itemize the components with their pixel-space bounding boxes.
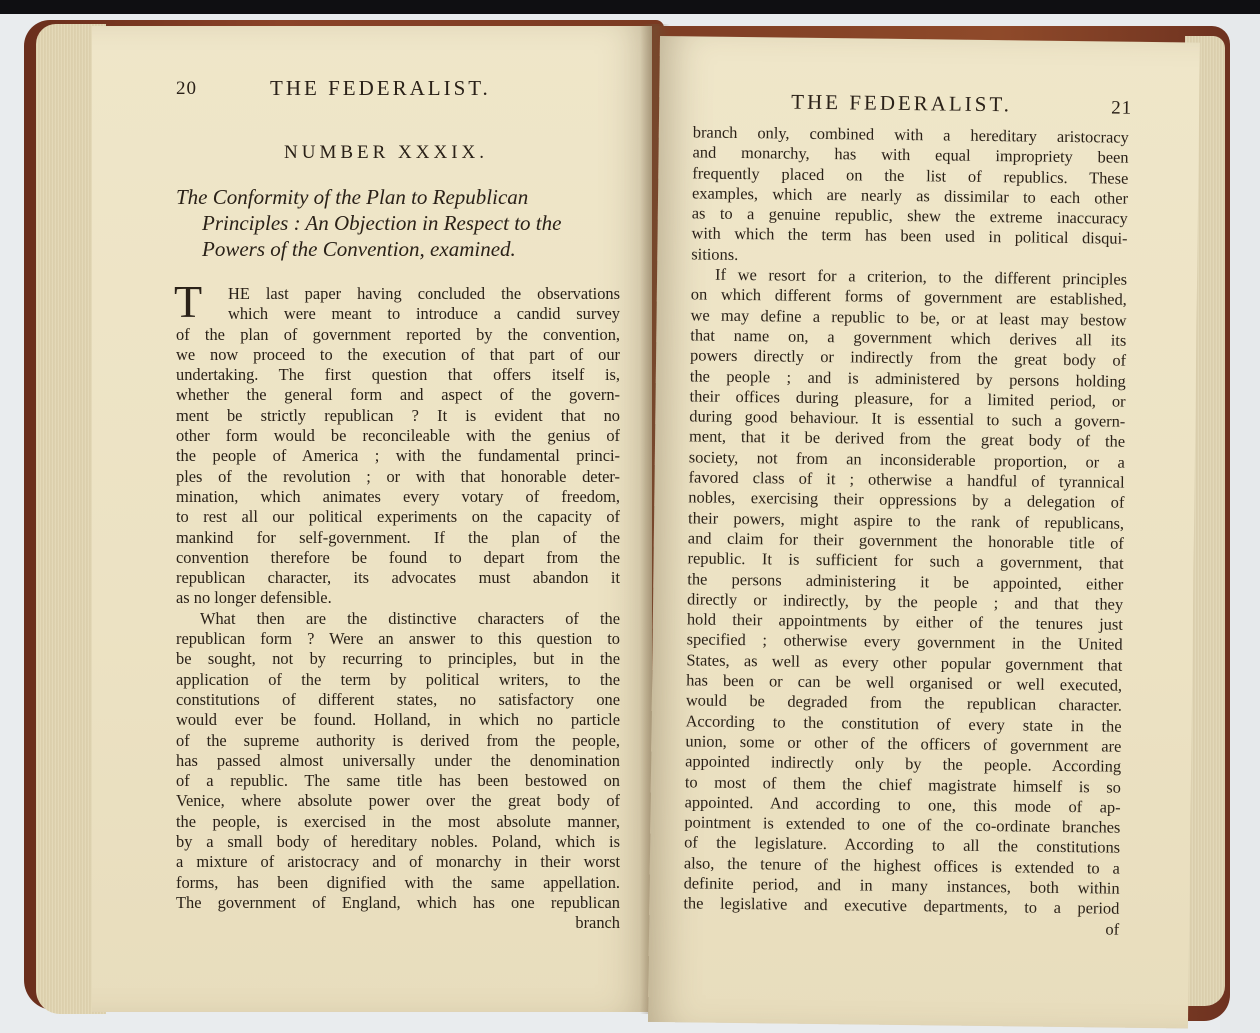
- right-running-head: THE FEDERALIST.: [791, 89, 1013, 117]
- text-line: as to a genuine republic, shew the extreme inaccuracy: [691, 203, 1128, 228]
- text-line: and monarchy, has with equal impropriety been: [692, 142, 1129, 168]
- left-page-body: [176, 284, 620, 934]
- text-line: the legislative and executive departments, to a period: [683, 893, 1120, 918]
- text-line: appointed. And according to one, this mode of ap-: [684, 792, 1121, 817]
- text-line: ment, that it be derived from the great body of the: [688, 426, 1126, 452]
- text-line: has been or can be well organised or well executed,: [686, 670, 1123, 695]
- text-line: ples of the revolution ; or with that honorable deter-: [176, 466, 620, 486]
- text-line: of a republic. The same title has been bestowed on: [176, 771, 620, 791]
- text-line: favored class of it ; otherwise a handful of tyrannical: [688, 467, 1125, 492]
- text-line: of the supreme authority is derived from the people,: [176, 730, 620, 750]
- text-line: definite period, and in many instances, both within: [683, 873, 1120, 898]
- text-line: of the plan of government reported by the convention,: [176, 324, 620, 344]
- text-line: with which the term has been used in political disqui-: [691, 223, 1128, 249]
- text-line: by a small body of hereditary nobles. Poland, which is: [176, 832, 620, 852]
- text-line: States, as well as every other popular government that: [686, 650, 1123, 675]
- text-line: The government of England, which has one republican: [176, 892, 620, 912]
- subtitle-line: The Conformity of the Plan to Republican: [176, 185, 529, 209]
- text-line: ment be strictly republican ? It is evident that no: [176, 405, 620, 425]
- text-line: mination, which animates every votary of freedom,: [176, 486, 620, 506]
- text-line: sitions.: [691, 244, 739, 264]
- text-line: society, not from an inconsiderable proportion, or a: [688, 447, 1125, 472]
- subtitle-line: Powers of the Convention, examined.: [202, 237, 516, 261]
- text-line: powers directly or indirectly from the great body of: [689, 345, 1127, 370]
- text-line: pointment is extended to one of the co-ordinate branches: [684, 812, 1121, 837]
- text-line: to most of them the chief magistrate himself is so: [684, 771, 1121, 797]
- text-line: specified ; otherwise every government in the United: [686, 629, 1123, 655]
- text-line: convention therefore be found to depart from the: [176, 547, 620, 567]
- text-line: the people, is exercised in the most absolute manner,: [176, 811, 620, 831]
- text-line: on which different forms of government are established,: [690, 284, 1127, 310]
- text-line: which were meant to introduce a candid survey: [228, 304, 620, 324]
- text-line: their powers, might aspire to the rank of republicans,: [688, 508, 1125, 533]
- text-line: would ever be found. Holland, in which no particle: [176, 710, 620, 730]
- top-dark-band: [0, 0, 1260, 14]
- text-line: whether the general form and aspect of the govern-: [176, 385, 620, 405]
- text-line: be sought, not by recurring to principles, but in the: [176, 649, 620, 669]
- text-line: the persons administering it be appointed, either: [687, 568, 1124, 594]
- text-line: their offices during pleasure, for a limited period, or: [689, 386, 1126, 411]
- right-page: [648, 36, 1200, 1029]
- text-line: we may define a republic to be, or at least may bestow: [690, 305, 1127, 330]
- text-line: other form would be reconcileable with the genius of: [176, 426, 620, 446]
- text-line: constitutions of different states, no satisfactory one: [176, 689, 620, 709]
- text-line: republican form ? Were an answer to this question to: [176, 629, 620, 649]
- number-heading: NUMBER XXXIX.: [284, 142, 488, 163]
- drop-cap: T: [174, 276, 203, 327]
- text-line: a mixture of aristocracy and of monarchy in their worst: [176, 852, 620, 872]
- text-line: appointed indirectly only by the people. According: [685, 751, 1122, 776]
- text-line: directly or indirectly, by the people ; and that they: [687, 589, 1124, 614]
- chapter-subtitle: [176, 184, 636, 262]
- text-line: mankind for self-government. If the plan of the: [176, 527, 620, 547]
- right-page-body: [683, 122, 1129, 939]
- text-line: union, some or other of the officers of government are: [685, 731, 1122, 756]
- text-line: branch only, combined with a hereditary aristocracy: [692, 122, 1129, 147]
- left-page-number: 20: [176, 78, 197, 99]
- text-line: nobles, exercising their oppressions by a delegation of: [688, 487, 1125, 513]
- text-line: If we resort for a criterion, to the different principles: [714, 264, 1128, 289]
- text-line: frequently placed on the list of republics. These: [692, 162, 1129, 188]
- text-line: of the legislature. According to all the constitutions: [684, 832, 1121, 858]
- text-line: What then are the distinctive characters of the: [200, 608, 620, 628]
- catchword: branch: [575, 913, 620, 933]
- subtitle-line: Principles : An Objection in Respect to the: [202, 211, 562, 235]
- text-line: application of the term by political writers, to the: [176, 669, 620, 689]
- text-line: forms, has been dignified with the same appellation.: [176, 872, 620, 892]
- text-line: as no longer defensible.: [176, 588, 332, 608]
- text-line: the people ; and is administered by persons holding: [689, 365, 1126, 391]
- text-line: According to the constitution of every state in the: [685, 710, 1122, 736]
- text-line: also, the tenure of the highest offices is extended to a: [683, 853, 1120, 878]
- catchword: of: [1105, 919, 1120, 939]
- text-line: would be degraded from the republican character.: [685, 690, 1122, 716]
- text-line: the people of America ; with the fundamental princi-: [176, 446, 620, 466]
- text-line: we now proceed to the execution of that part of our: [176, 344, 620, 364]
- text-line: Venice, where absolute power over the great body of: [176, 791, 620, 811]
- right-page-number: 21: [1111, 97, 1133, 119]
- text-line: that name on, a government which derives all its: [690, 325, 1127, 350]
- text-line: examples, which are nearly as dissimilar to each other: [691, 183, 1129, 208]
- text-line: republic. It is sufficient for such a government, that: [687, 548, 1124, 573]
- text-line: and claim for their government the honorable title of: [687, 528, 1124, 553]
- text-line: has passed almost universally under the denomination: [176, 750, 620, 770]
- left-page: [92, 26, 652, 1012]
- text-line: republican character, its advocates must abandon it: [176, 568, 620, 588]
- text-line: undertaking. The first question that offers itself is,: [176, 365, 620, 385]
- text-line: during good behaviour. It is essential to such a govern-: [689, 406, 1126, 431]
- text-line: hold their appointments by either of the tenures just: [686, 609, 1123, 634]
- text-line: HE last paper having concluded the observations: [228, 284, 620, 303]
- left-running-head: THE FEDERALIST.: [270, 76, 491, 100]
- text-line: to rest all our political experiments on the capacity of: [176, 507, 620, 527]
